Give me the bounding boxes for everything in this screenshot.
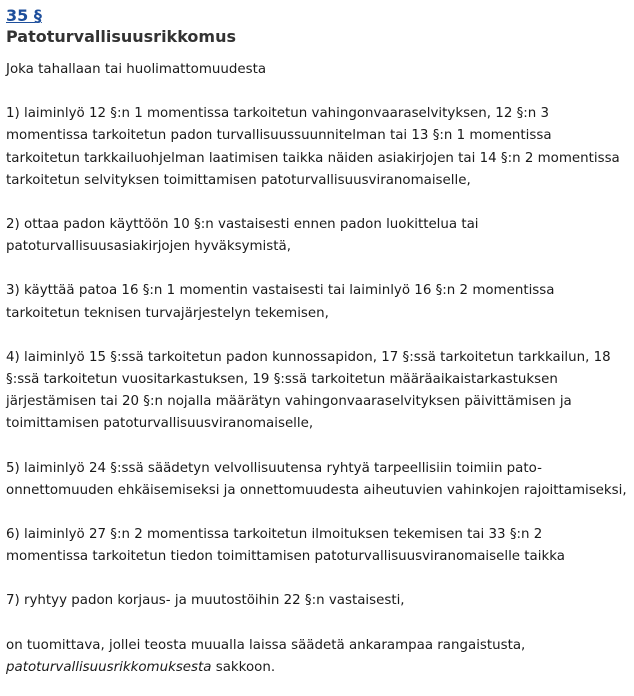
section-item-5: 5) laiminlyö 24 §:ssä säädetyn velvollisuutensa ryhtyä tarpeellisiin toimiin pato-onnettomuuden ehkäisemiseksi ja onnettomuudesta aiheutuvien vahinkojen rajoittamiseksi, [6,460,627,498]
closing-suffix: sakkoon. [211,659,276,675]
section-item-6: 6) laiminlyö 27 §:n 2 momentissa tarkoitetun ilmoituksen tekemisen tai 33 §:n 2 momentissa tarkoitetun tiedon toimittamisen patoturvallisuusviranomaiselle taikka [6,527,565,565]
section-number-link[interactable]: 35 § [6,6,42,25]
section-title: Patoturvallisuusrikkomus [6,27,236,46]
section-item-1: 1) laiminlyö 12 §:n 1 momentissa tarkoitetun vahingonvaaraselvityksen, 12 §:n 3 momentissa tarkoitetun padon turvallisuussuunnitelman tai 13 §:n 1 momentissa tarkoitetun tarkkailuohjelman laatimisen taikka näiden asiakirjojen tai 14 §:n 2 momentissa tarkoitetun selvityksen toimittamisen patoturvallisuusviranomaiselle, [6,106,620,188]
section-intro: Joka tahallaan tai huolimattomuudesta [6,62,267,77]
offense-term: patoturvallisuusrikkomuksesta [6,659,212,675]
section-item-2: 2) ottaa padon käyttöön 10 §:n vastaisesti ennen padon luokittelua tai patoturvallisuusasiakirjojen hyväksymistä, [6,217,479,255]
section-item-7: 7) ryhtyy padon korjaus- ja muutostöihin 22 §:n vastaisesti, [6,593,405,609]
section-item-3: 3) käyttää patoa 16 §:n 1 momentin vastaisesti tai laiminlyö 16 §:n 2 momentissa tarkoitetun teknisen turvajärjestelyn tekemisen, [6,283,555,321]
section-item-4: 4) laiminlyö 15 §:ssä tarkoitetun padon kunnossapidon, 17 §:ssä tarkoitetun tarkkailun, 18 §:ssä tarkoitetun vuositarkastuksen, 19 §:ssä tarkoitetun määräaikaistarkastuksen järjestämisen tai 20 §:n nojalla määrätyn vahingonvaaraselvityksen päivittämisen ja toimittamisen patoturvallisuusviranomaiselle, [6,349,611,432]
closing-line: on tuomittava, jollei teosta muualla laissa säädetä ankarampaa rangaistusta, [6,637,526,653]
section-closing [6,635,628,679]
